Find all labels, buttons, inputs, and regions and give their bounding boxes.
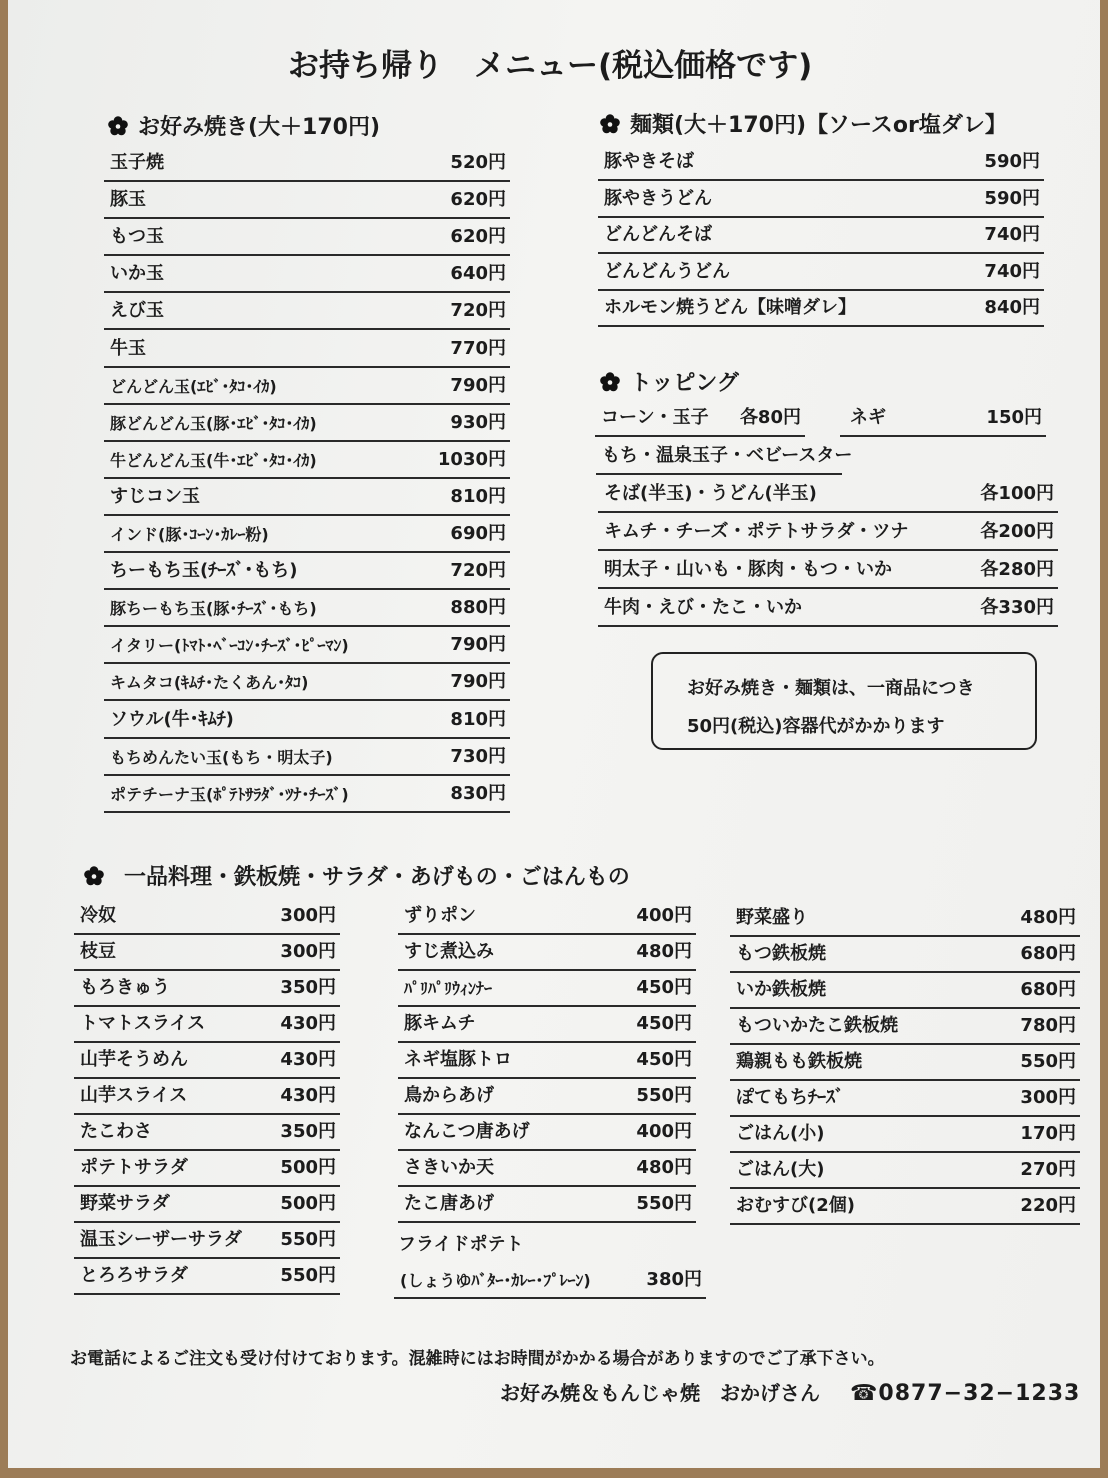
item-price: 930円 [450, 411, 506, 433]
menu-row [74, 970, 340, 1007]
item-price: 550円 [280, 1229, 336, 1250]
menu-row [598, 590, 1058, 627]
item-name: なんこつ唐あげ [404, 1121, 530, 1142]
notice-line-2: 50円(税込)容器代がかかります [687, 716, 945, 737]
item-name: もつ玉 [110, 226, 164, 248]
item-price: 810円 [450, 708, 506, 730]
phone-number: ☎0877−32−1233 [850, 1381, 1081, 1406]
item-price: 690円 [450, 523, 506, 544]
shop-name: お好み焼＆もんじゃ焼 おかげさん [500, 1381, 820, 1405]
menu-row [104, 405, 510, 442]
item-price: 170円 [1020, 1123, 1076, 1144]
item-price: 790円 [450, 634, 506, 656]
menu-row [74, 898, 340, 935]
menu-row [74, 1222, 340, 1259]
fried-potato-name: フライドポテト [398, 1234, 524, 1255]
menu-row [598, 181, 1044, 218]
menu-row [730, 1008, 1080, 1045]
menu-row [74, 1186, 340, 1223]
menu-row [730, 1188, 1080, 1225]
item-name: トマトスライス [80, 1013, 206, 1034]
shop-info [500, 1377, 1080, 1406]
menu-row [74, 1006, 340, 1043]
item-name: ずりポン [404, 905, 476, 926]
menu-row [74, 1258, 340, 1295]
item-price: 520円 [450, 152, 506, 173]
menu-row [104, 256, 510, 293]
item-price: 830円 [450, 782, 506, 804]
item-price: 550円 [636, 1085, 692, 1106]
item-name: ポテチーナ玉(ﾎﾟﾃﾄｻﾗﾀﾞ･ﾂﾅ･ﾁｰｽﾞ) [110, 784, 349, 804]
item-name: ネギ [850, 407, 886, 428]
item-name: キムチ・チーズ・ポテトサラダ・ツナ [604, 521, 909, 542]
menu-row [104, 553, 510, 590]
item-price: 270円 [1020, 1159, 1076, 1180]
menu-row [398, 1150, 696, 1187]
item-price: 740円 [984, 224, 1040, 246]
item-name: 明太子・山いも・豚肉・もつ・いか [604, 559, 892, 580]
menu-row [104, 776, 510, 813]
item-name: 野菜盛り [736, 907, 808, 928]
menu-row [74, 934, 340, 971]
menu-row [74, 1078, 340, 1115]
menu-row [598, 217, 1044, 254]
item-name: えび玉 [110, 300, 164, 322]
item-price: 480円 [636, 941, 692, 962]
topping-row-mochi [596, 438, 853, 475]
menu-row [104, 145, 510, 182]
item-name: 牛肉・えび・たこ・いか [604, 597, 802, 618]
item-price: 150円 [986, 407, 1042, 428]
item-price: 350円 [280, 1121, 336, 1142]
item-price: 590円 [984, 151, 1040, 172]
menu-row [104, 368, 510, 405]
menu-row [398, 1078, 696, 1115]
noodles-heading: 麺類(大＋170円)【ソースor塩ダレ】 [600, 108, 1007, 139]
item-name: 山芋スライス [80, 1085, 188, 1106]
item-name: いか玉 [110, 263, 164, 285]
item-price: 680円 [1020, 943, 1076, 964]
item-price: 各200円 [980, 521, 1054, 542]
item-name: いか鉄板焼 [736, 979, 826, 1000]
toppings-heading: トッピング [600, 366, 739, 397]
item-price: 480円 [636, 1157, 692, 1178]
item-price: 各330円 [980, 597, 1054, 618]
item-name: もついかたこ鉄板焼 [736, 1015, 898, 1036]
item-name: 豚玉 [110, 189, 146, 211]
item-name: 鳥からあげ [404, 1085, 494, 1106]
item-price: 各80円 [739, 407, 801, 428]
menu-row [398, 1042, 696, 1079]
item-price: 550円 [636, 1193, 692, 1214]
item-name: 枝豆 [80, 941, 116, 962]
item-price: 550円 [280, 1265, 336, 1286]
item-name: ソウル(牛･ｷﾑﾁ) [110, 708, 234, 730]
menu-row [74, 1042, 340, 1079]
item-name: たこ唐あげ [404, 1193, 494, 1214]
item-name: ホルモン焼うどん【味噌ダレ】 [604, 297, 856, 319]
menu-row [398, 970, 696, 1007]
item-name: キムタコ(ｷﾑﾁ･たくあん･ﾀｺ) [110, 673, 309, 693]
item-price: 1030円 [437, 448, 506, 470]
item-price: 380円 [646, 1269, 702, 1290]
item-price: 730円 [450, 745, 506, 767]
item-name: ポテトサラダ [80, 1157, 188, 1178]
item-name: 鶏親もも鉄板焼 [736, 1051, 862, 1072]
item-price: 430円 [280, 1085, 336, 1106]
item-price: 780円 [1020, 1015, 1076, 1036]
menu-row [398, 1114, 696, 1151]
okonomiyaki-heading: お好み焼き(大＋170円) [108, 110, 380, 141]
item-name: 豚キムチ [404, 1013, 476, 1034]
item-name: 温玉シーザーサラダ [80, 1229, 242, 1250]
item-name: イタリー(ﾄﾏﾄ･ﾍﾞｰｺﾝ･ﾁｰｽﾞ･ﾋﾟｰﾏﾝ) [110, 636, 349, 656]
item-name: ごはん(大) [736, 1159, 825, 1180]
item-name: 豚やきそば [604, 151, 694, 172]
menu-row [74, 1150, 340, 1187]
item-name: ネギ塩豚トロ [404, 1049, 512, 1070]
menu-row [104, 293, 510, 330]
item-name: ちーもち玉(ﾁｰｽﾞ･もち) [110, 560, 298, 582]
item-price: 400円 [636, 905, 692, 926]
notice-line-1: お好み焼き・麺類は、一商品につき [687, 678, 975, 699]
item-price: 各280円 [980, 559, 1054, 580]
item-price: 620円 [450, 189, 506, 211]
menu-row [104, 664, 510, 701]
item-name: どんどんそば [604, 224, 712, 246]
menu-row [398, 934, 696, 971]
item-name: 山芋そうめん [80, 1049, 188, 1070]
item-price: 430円 [280, 1013, 336, 1034]
flower-icon [600, 114, 620, 134]
item-name: もつ鉄板焼 [736, 943, 826, 964]
item-price: 790円 [450, 374, 506, 396]
menu-row [598, 476, 1058, 513]
container-fee-notice [651, 652, 1037, 750]
item-name: すじ煮込み [404, 941, 494, 962]
item-price: 300円 [280, 941, 336, 962]
item-price: 300円 [1020, 1087, 1076, 1108]
item-price: 840円 [984, 297, 1040, 319]
item-name: どんどん玉(ｴﾋﾞ･ﾀｺ･ｲｶ) [110, 376, 277, 396]
menu-row [104, 219, 510, 256]
menu-row [74, 1114, 340, 1151]
menu-row [398, 898, 696, 935]
item-price: 300円 [280, 905, 336, 926]
item-price: 400円 [636, 1121, 692, 1142]
item-name: そば(半玉)・うどん(半玉) [604, 483, 817, 504]
item-price: 500円 [280, 1157, 336, 1178]
item-name: 牛玉 [110, 337, 146, 359]
item-name: 豚やきうどん [604, 187, 712, 209]
item-price: 350円 [280, 977, 336, 998]
item-name: もちめんたい玉(もち・明太子) [110, 747, 333, 767]
menu-row [104, 182, 510, 219]
item-price: 430円 [280, 1049, 336, 1070]
item-price: 500円 [280, 1193, 336, 1214]
item-price: 450円 [636, 1013, 692, 1034]
item-price: 880円 [450, 597, 506, 619]
item-price: 810円 [450, 485, 506, 507]
item-name: とろろサラダ [80, 1265, 188, 1286]
item-name: 野菜サラダ [80, 1193, 170, 1214]
item-name: ﾊﾟﾘﾊﾟﾘｳｨﾝﾅｰ [404, 979, 493, 998]
menu-row [104, 331, 510, 368]
topping-row-negi [840, 400, 1046, 437]
item-name: おむすび(2個) [736, 1195, 855, 1216]
item-name: 牛どんどん玉(牛･ｴﾋﾞ･ﾀｺ･ｲｶ) [110, 450, 317, 470]
item-price: 640円 [450, 263, 506, 285]
menu-row [730, 1044, 1080, 1081]
item-price: 680円 [1020, 979, 1076, 1000]
menu-row [398, 1006, 696, 1043]
menu-row [598, 144, 1044, 181]
item-price: 720円 [450, 300, 506, 322]
menu-row [104, 590, 510, 627]
item-price: 450円 [636, 977, 692, 998]
item-name: 豚ちーもち玉(豚･ﾁｰｽﾞ･もち) [110, 599, 317, 619]
sides-heading: 一品料理・鉄板焼・サラダ・あげもの・ごはんもの [84, 860, 630, 891]
menu-row [730, 1152, 1080, 1189]
menu-row [104, 442, 510, 479]
item-price: 220円 [1020, 1195, 1076, 1216]
item-name: もち・温泉玉子・ベビースター [602, 445, 853, 466]
menu-row [598, 254, 1044, 291]
fried-potato-row [394, 1262, 706, 1299]
item-price: 480円 [1020, 907, 1076, 928]
item-price: 620円 [450, 226, 506, 248]
item-name: さきいか天 [404, 1157, 494, 1178]
menu-row [104, 739, 510, 776]
flower-icon [600, 372, 620, 392]
menu-row [730, 1116, 1080, 1153]
item-price: 770円 [450, 337, 506, 359]
item-name: (しょうゆﾊﾞﾀｰ･ｶﾚｰ･ﾌﾟﾚｰﾝ) [400, 1271, 591, 1290]
menu-row [598, 552, 1058, 589]
item-price: 740円 [984, 260, 1040, 282]
item-name: どんどんうどん [604, 260, 730, 282]
menu-row [598, 514, 1058, 551]
menu-row [104, 627, 510, 664]
item-name: 豚どんどん玉(豚･ｴﾋﾞ･ﾀｺ･ｲｶ) [110, 413, 317, 433]
menu-row [104, 516, 510, 553]
item-name: 冷奴 [80, 905, 116, 926]
item-price: 各100円 [980, 483, 1054, 504]
menu-row [730, 900, 1080, 937]
menu-row [398, 1186, 696, 1223]
menu-row [730, 972, 1080, 1009]
item-price: 720円 [450, 560, 506, 582]
item-price: 590円 [984, 187, 1040, 209]
item-name: 玉子焼 [110, 152, 164, 173]
menu-row [104, 479, 510, 516]
item-price: 450円 [636, 1049, 692, 1070]
menu-row [730, 936, 1080, 973]
menu-sheet [8, 0, 1100, 1468]
menu-row [104, 702, 510, 739]
item-price: 550円 [1020, 1051, 1076, 1072]
menu-row [598, 290, 1044, 327]
item-name: もろきゅう [80, 977, 170, 998]
item-name: すじコン玉 [110, 485, 200, 507]
page-title: お持ち帰り メニュー(税込価格です) [288, 48, 813, 84]
item-name: たこわさ [80, 1121, 152, 1142]
item-price: 790円 [450, 671, 506, 693]
phone-order-note: お電話によるご注文も受け付けております。混雑時にはお時間がかかる場合がありますのでご了承下さい。 [70, 1349, 885, 1369]
flower-icon [108, 116, 128, 136]
item-name: コーン・玉子 [601, 407, 709, 428]
item-name: インド(豚･ｺｰﾝ･ｶﾚｰ粉) [110, 525, 269, 544]
item-name: ぽてもちﾁｰｽﾞ [736, 1087, 844, 1108]
item-name: ごはん(小) [736, 1123, 825, 1144]
menu-row [730, 1080, 1080, 1117]
flower-icon [84, 866, 104, 886]
topping-row-corn [595, 400, 805, 437]
